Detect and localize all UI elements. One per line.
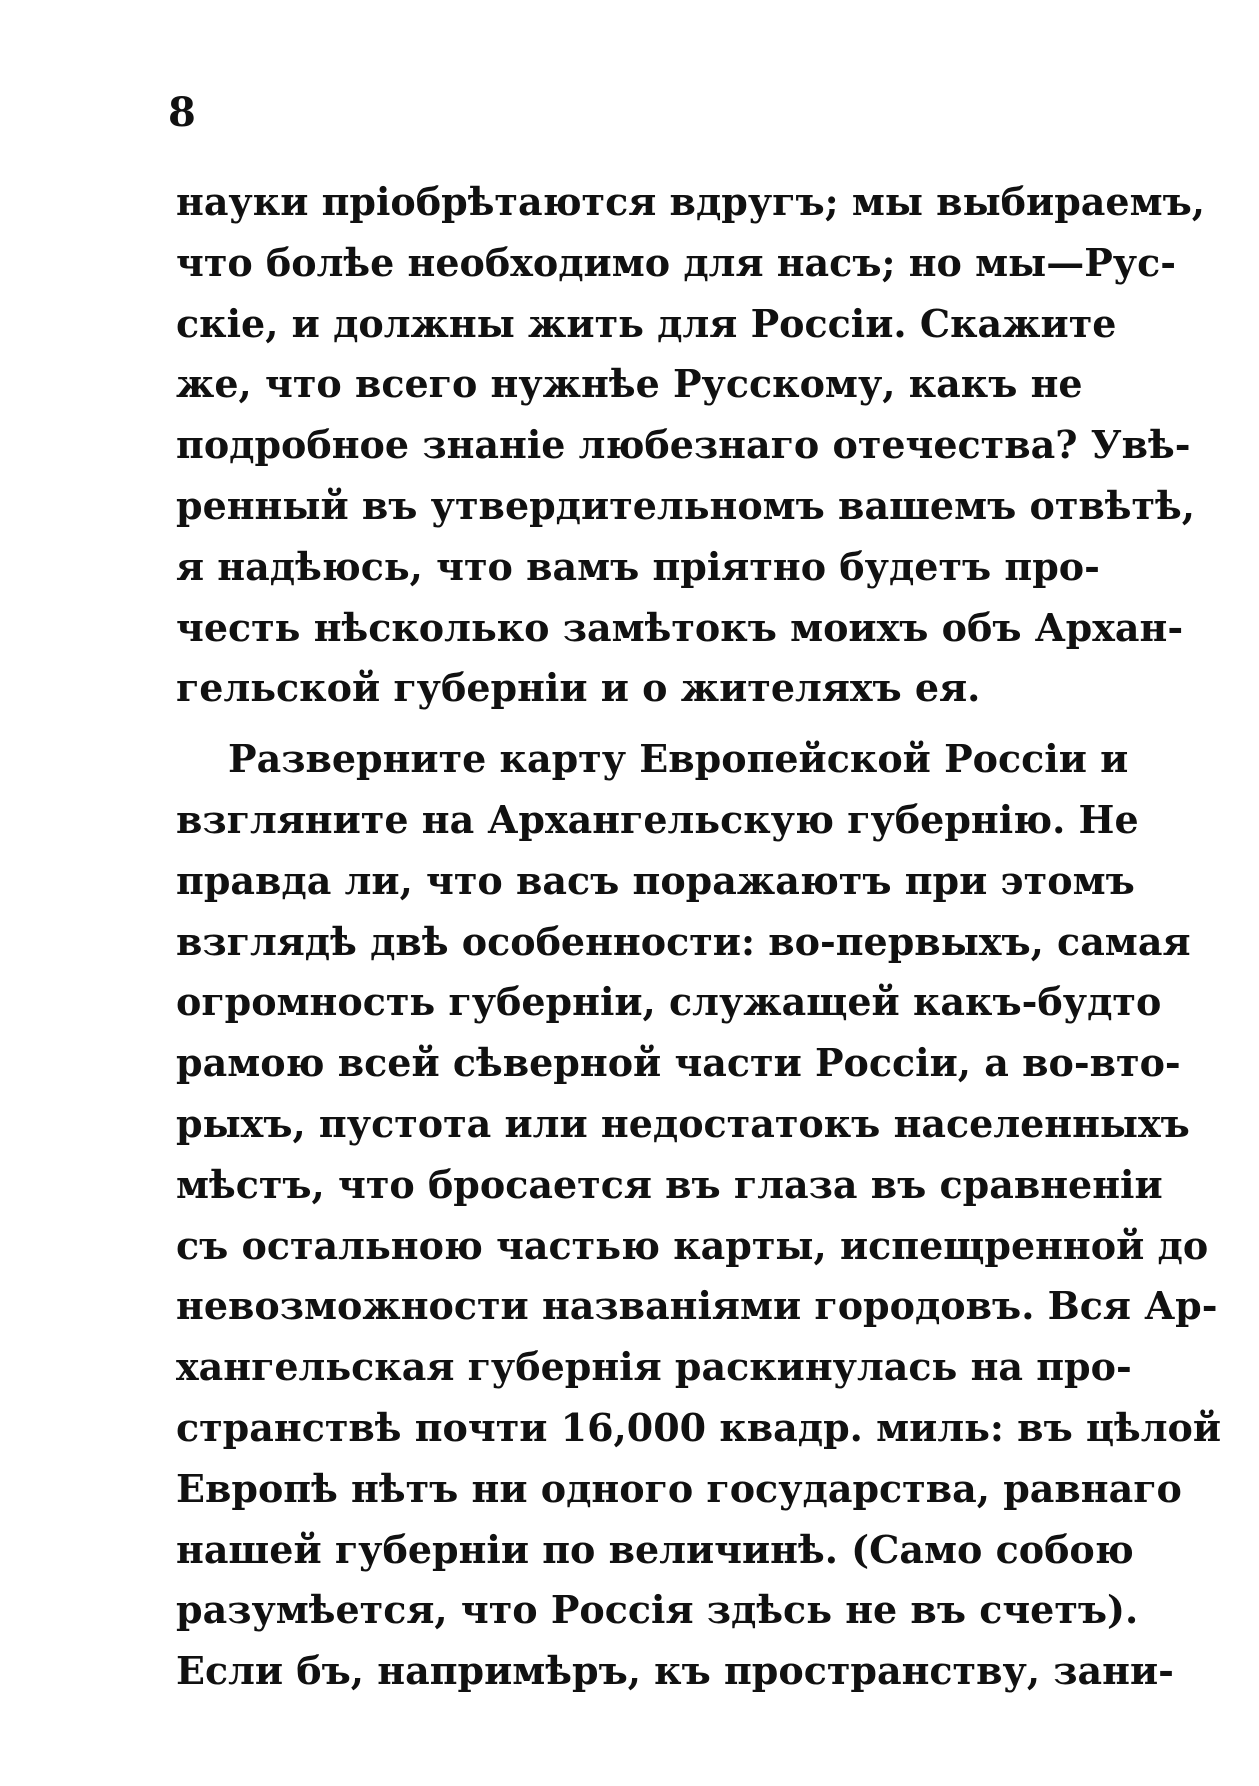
text-line: невозможности названіями городовъ. Вся Ар- [176,1283,1218,1329]
text-line: взглядѣ двѣ особенности: во-первыхъ, самая [176,918,1191,964]
body-text [176,172,1222,1702]
text-line: съ остальною частью карты, испещренной до [176,1222,1209,1268]
text-line: рамою всей сѣверной части Россіи, а во-вто- [176,1040,1181,1086]
text-line: Европѣ нѣтъ ни одного государства, равнаго [176,1465,1182,1511]
text-line: хангельская губернія раскинулась на про- [176,1344,1132,1390]
text-line: скіе, и должны жить для Россіи. Скажите [176,300,1117,346]
text-line: Разверните карту Европейской Россіи и [228,736,1129,782]
text-line: странствѣ почти 16,000 квадр. миль: въ цѣлой [176,1404,1222,1450]
text-line: что болѣе необходимо для насъ; но мы—Рус- [176,239,1177,285]
text-line: гельской губерніи и о жителяхъ ея. [176,665,981,711]
text-line: мѣстъ, что бросается въ глаза въ сравненіи [176,1161,1163,1207]
text-line: нашей губерніи по величинѣ. (Само собою [176,1526,1134,1572]
paragraph-gap [176,719,1076,729]
paragraph-2 [176,729,1222,1702]
text-line: разумѣется, что Россія здѣсь не въ счетъ). [176,1587,1139,1633]
text-line: правда ли, что васъ поражаютъ при этомъ [176,857,1135,903]
text-line: науки пріобрѣтаются вдругъ; мы выбираемъ, [176,179,1205,224]
paragraph-1 [176,172,1205,719]
text-line: рыхъ, пустота или недостатокъ населенныхъ [176,1100,1190,1146]
text-line: честь нѣсколько замѣтокъ моихъ объ Архан- [176,604,1184,650]
text-line: же, что всего нужнѣе Русскому, какъ не [176,361,1083,407]
text-line: ренный въ утвердительномъ вашемъ отвѣтѣ, [176,482,1195,528]
page-number: 8 [168,89,196,136]
text-line: я надѣюсь, что вамъ пріятно будетъ про- [176,543,1100,589]
text-line: Если бъ, напримѣръ, къ пространству, зани- [176,1648,1174,1694]
text-line: взгляните на Архангельскую губернію. Не [176,796,1139,842]
text-line: огромность губерніи, служащей какъ-будто [176,979,1162,1025]
text-line: подробное знаніе любезнаго отечества? Увѣ- [176,422,1191,468]
